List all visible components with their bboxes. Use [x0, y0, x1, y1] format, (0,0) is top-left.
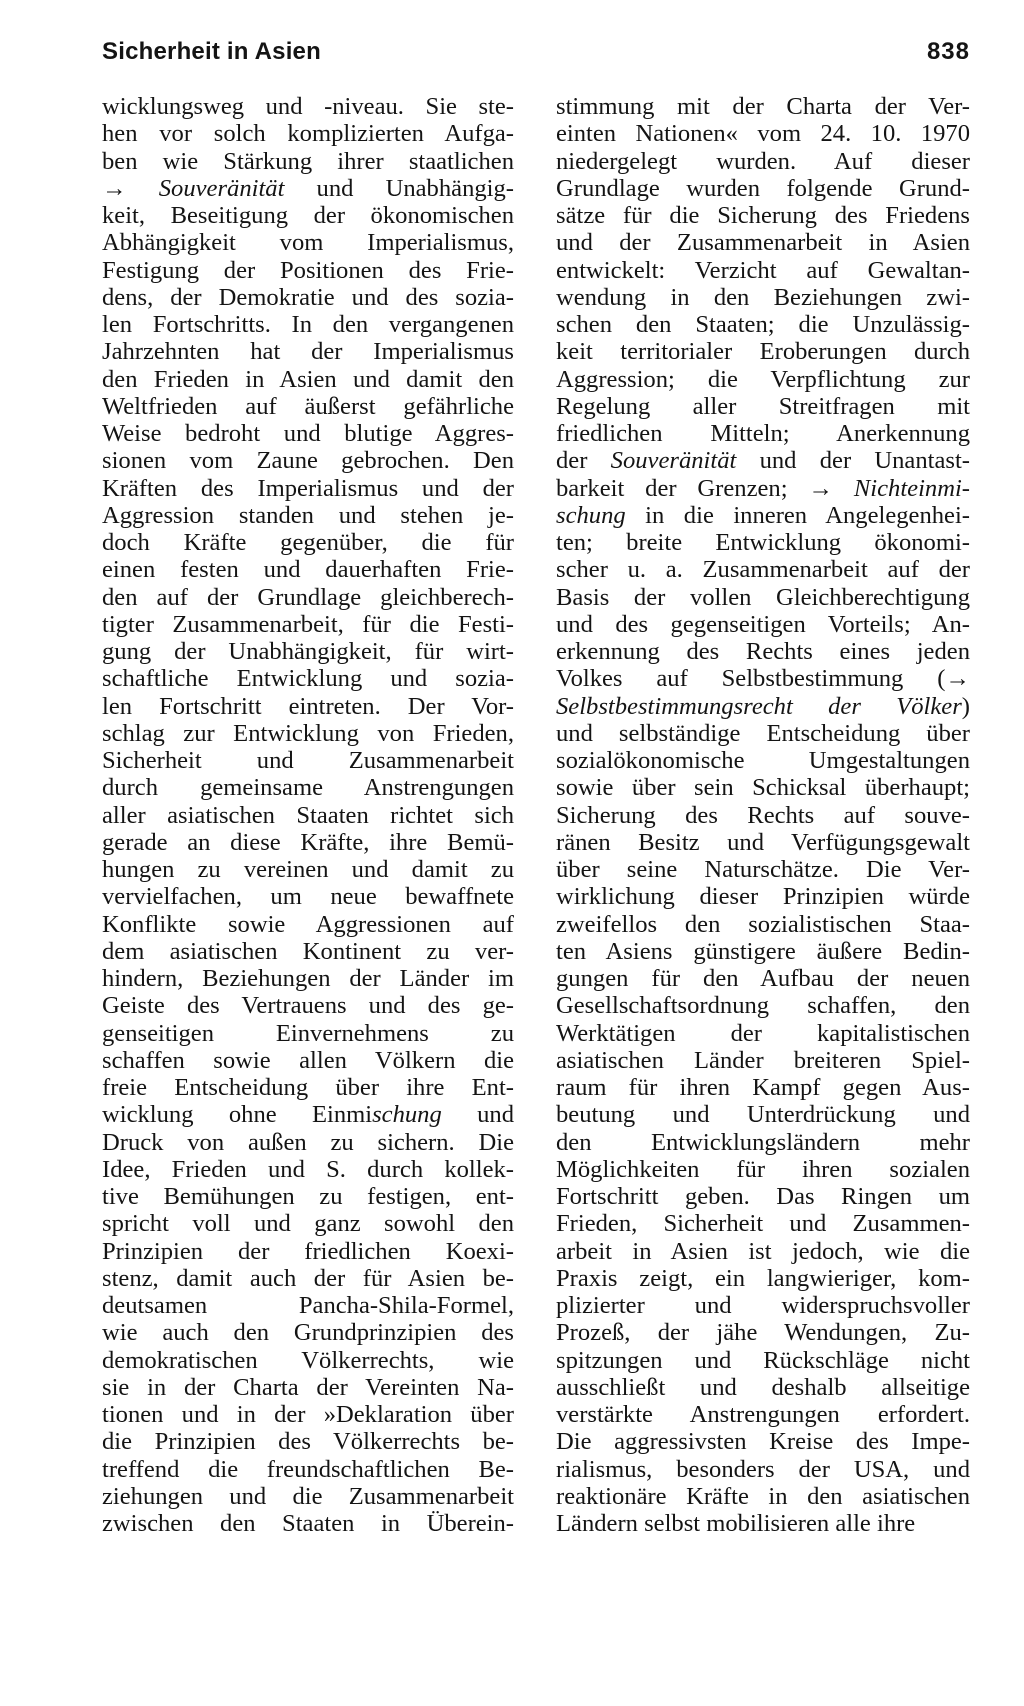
left-column-line: demokratischen Völkerrechts, wie [102, 1346, 514, 1374]
right-column-line: wendung in den Beziehungen zwi- [556, 283, 970, 311]
right-column-line: einten Nationen« vom 24. 10. 1970 [556, 120, 970, 148]
left-column-line: freie Entscheidung über ihre Ent- [102, 1074, 514, 1101]
left-column-line: Druck von außen zu sichern. Die [102, 1128, 514, 1156]
left-column-line: einen festen und dauerhaften Frie- [102, 556, 514, 584]
left-column-line: Prinzipien der friedlichen Koexi- [102, 1237, 514, 1265]
page-title: Sicherheit in Asien [102, 38, 321, 65]
left-column-line: die Prinzipien des Völkerrechts be- [102, 1428, 514, 1456]
left-column-line: hen vor solch komplizierten Aufga- [102, 120, 514, 148]
left-column-line: len Fortschritt eintreten. Der Vor- [102, 692, 514, 720]
left-column-line: Konflikte sowie Aggressionen auf [102, 910, 514, 938]
right-column-line: barkeit der Grenzen; → Nichteinmi- [556, 474, 970, 502]
right-column-line: asiatischen Länder breiteren Spiel- [556, 1046, 970, 1074]
right-column-line: wirklichung dieser Prinzipien würde [556, 883, 970, 911]
left-column-line: zwischen den Staaten in Überein- [102, 1510, 514, 1537]
left-column-line: genseitigen Einvernehmens zu [102, 1019, 514, 1047]
right-column-line: Werktätigen der kapitalistischen [556, 1019, 970, 1047]
left-column-line: Weise bedroht und blutige Aggres- [102, 420, 514, 447]
right-column-line: beutung und Unterdrückung und [556, 1101, 970, 1129]
left-text-column [102, 93, 514, 1537]
left-column-line: wie auch den Grundprinzipien des [102, 1319, 514, 1347]
right-column-line: reaktionäre Kräfte in den asiatischen [556, 1482, 970, 1510]
right-column-line: ten Asiens günstigere äußere Bedin- [556, 937, 970, 965]
right-column-line: Prozeß, der jähe Wendungen, Zu- [556, 1319, 970, 1347]
right-column-line: arbeit in Asien ist jedoch, wie die [556, 1237, 970, 1265]
left-column-line: hungen zu vereinen und damit zu [102, 856, 514, 883]
left-column-line: schaffen sowie allen Völkern die [102, 1046, 514, 1074]
right-column-line: Volkes auf Selbstbestimmung (→ [556, 665, 970, 693]
right-column-line: rialismus, besonders der USA, und [556, 1455, 970, 1483]
right-column-line: spitzungen und Rückschläge nicht [556, 1346, 970, 1374]
right-column-line: raum für ihren Kampf gegen Aus- [556, 1074, 970, 1101]
left-column-line: Sicherheit und Zusammenarbeit [102, 747, 514, 774]
left-column-line: den Frieden in Asien und damit den [102, 365, 514, 393]
left-column-line: vervielfachen, um neue bewaffnete [102, 883, 514, 911]
right-column-line: über seine Naturschätze. Die Ver- [556, 856, 970, 883]
left-column-line: schlag zur Entwicklung von Frieden, [102, 719, 514, 747]
left-column-line: → Souveränität und Unabhängig- [102, 174, 514, 202]
right-column-line: gungen für den Aufbau der neuen [556, 965, 970, 992]
right-column-line: niedergelegt wurden. Auf dieser [556, 147, 970, 175]
right-column-line: stimmung mit der Charta der Ver- [556, 93, 970, 120]
left-column-line: wicklungsweg und -niveau. Sie ste- [102, 93, 514, 120]
left-column-line: hindern, Beziehungen der Länder im [102, 965, 514, 992]
left-column-line: stenz, damit auch der für Asien be- [102, 1264, 514, 1292]
right-column-line: erkennung des Rechts eines jeden [556, 638, 970, 665]
right-column-line: sozialökonomische Umgestaltungen [556, 747, 970, 774]
left-column-line: sie in der Charta der Vereinten Na- [102, 1373, 514, 1401]
right-column-line: zweifellos den sozialistischen Staa- [556, 910, 970, 938]
right-column-line: der Souveränität und der Unantast- [556, 447, 970, 475]
right-column-line: ten; breite Entwicklung ökonomi- [556, 529, 970, 556]
left-column-line: tionen und in der »Deklaration über [102, 1401, 514, 1428]
right-column-line: Grundlage wurden folgende Grund- [556, 174, 970, 202]
left-column-line: deutsamen Pancha-Shila-Formel, [102, 1292, 514, 1319]
left-column-line: spricht voll und ganz sowohl den [102, 1210, 514, 1238]
right-column-line: ausschließt und deshalb allseitige [556, 1373, 970, 1401]
right-column-line: und des gegenseitigen Vorteils; An- [556, 610, 970, 638]
right-column-line: sätze für die Sicherung des Friedens [556, 202, 970, 229]
left-column-line: len Fortschritts. In den vergangenen [102, 311, 514, 338]
left-column-line: Jahrzehnten hat der Imperialismus [102, 338, 514, 366]
left-column-line: tigter Zusammenarbeit, für die Festi- [102, 610, 514, 638]
right-column-line: Möglichkeiten für ihren sozialen [556, 1155, 970, 1183]
right-column-line: Frieden, Sicherheit und Zusammen- [556, 1210, 970, 1238]
right-column-line: scher u. a. Zusammenarbeit auf der [556, 556, 970, 584]
left-column-line: tive Bemühungen zu festigen, ent- [102, 1183, 514, 1210]
left-column-line: schaftliche Entwicklung und sozia- [102, 665, 514, 693]
left-column-line: sionen vom Zaune gebrochen. Den [102, 447, 514, 475]
left-column-line: Aggression standen und stehen je- [102, 501, 514, 529]
right-column-line: Die aggressivsten Kreise des Impe- [556, 1428, 970, 1456]
right-column-line: Fortschritt geben. Das Ringen um [556, 1183, 970, 1210]
right-text-column [556, 93, 970, 1537]
page-header [102, 38, 970, 78]
left-column-line: keit, Beseitigung der ökonomischen [102, 202, 514, 229]
left-column-line: ziehungen und die Zusammenarbeit [102, 1482, 514, 1510]
right-column-line: Basis der vollen Gleichberechtigung [556, 583, 970, 611]
right-column-line: Ländern selbst mobilisieren alle ihre [556, 1510, 916, 1537]
right-column-line: Praxis zeigt, ein langwieriger, kom- [556, 1264, 970, 1292]
right-column-line: den Entwicklungsländern mehr [556, 1128, 970, 1156]
left-column-line: Weltfrieden auf äußerst gefährliche [102, 392, 514, 420]
left-column-line: wicklung ohne Einmischung und [102, 1101, 514, 1129]
left-column-line: doch Kräfte gegenüber, die für [102, 529, 514, 556]
left-column-line: Festigung der Positionen des Frie- [102, 256, 514, 284]
right-column-line: Regelung aller Streitfragen mit [556, 392, 970, 420]
left-column-line: aller asiatischen Staaten richtet sich [102, 801, 514, 829]
left-column-line: Abhängigkeit vom Imperialismus, [102, 229, 514, 257]
right-column-line: entwickelt: Verzicht auf Gewaltan- [556, 256, 970, 284]
right-column-line: sowie über sein Schicksal überhaupt; [556, 774, 970, 802]
right-column-line: keit territorialer Eroberungen durch [556, 338, 970, 366]
left-column-line: dens, der Demokratie und des sozia- [102, 283, 514, 311]
right-column-line: friedlichen Mitteln; Anerkennung [556, 420, 970, 447]
right-column-line: Selbstbestimmungsrecht der Völker) [556, 692, 970, 720]
right-column-line: schung in die inneren Angelegenhei- [556, 501, 970, 529]
left-column-line: Kräften des Imperialismus und der [102, 474, 514, 502]
page-number: 838 [926, 38, 970, 65]
left-column-line: gung der Unabhängigkeit, für wirt- [102, 638, 514, 665]
left-column-line: Geiste des Vertrauens und des ge- [102, 992, 514, 1020]
left-column-line: ben wie Stärkung ihrer staatlichen [102, 147, 514, 175]
right-column-line: ränen Besitz und Verfügungsgewalt [556, 828, 970, 856]
right-column-line: Aggression; die Verpflichtung zur [556, 365, 970, 393]
right-column-line: schen den Staaten; die Unzulässig- [556, 311, 970, 338]
left-column-line: den auf der Grundlage gleichberech- [102, 583, 514, 611]
right-column-line: Gesellschaftsordnung schaffen, den [556, 992, 970, 1020]
right-column-line: und der Zusammenarbeit in Asien [556, 229, 970, 257]
left-column-line: treffend die freundschaftlichen Be- [102, 1455, 514, 1483]
left-column-line: gerade an diese Kräfte, ihre Bemü- [102, 828, 514, 856]
left-column-line: Idee, Frieden und S. durch kollek- [102, 1155, 514, 1183]
left-column-line: dem asiatischen Kontinent zu ver- [102, 937, 514, 965]
left-column-line: durch gemeinsame Anstrengungen [102, 774, 514, 802]
right-column-line: und selbständige Entscheidung über [556, 719, 970, 747]
right-column-line: Sicherung des Rechts auf souve- [556, 801, 970, 829]
right-column-line: plizierter und widerspruchsvoller [556, 1292, 970, 1319]
right-column-line: verstärkte Anstrengungen erfordert. [556, 1401, 970, 1428]
